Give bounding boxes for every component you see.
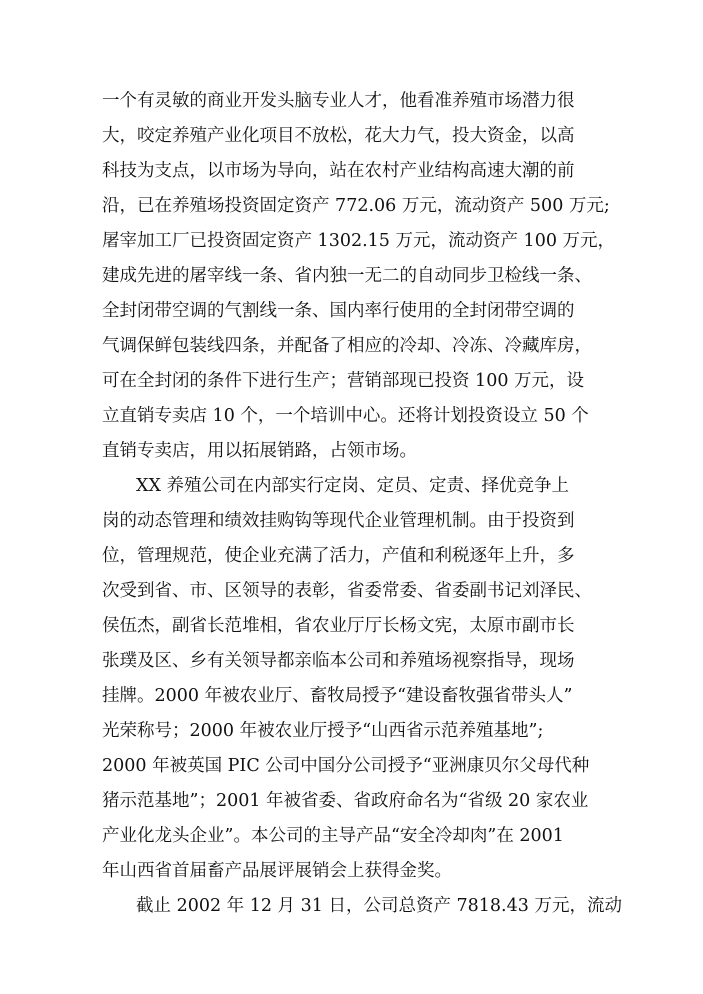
text-line: 气调保鲜包装线四条，并配备了相应的冷却、冷冻、冷藏库房， <box>102 336 592 356</box>
text-line: 次受到省、市、区领导的表彰，省委常委、省委副书记刘泽民、 <box>102 581 592 601</box>
text-line: 年山西省首届畜产品展评展销会上获得金奖。 <box>102 861 452 881</box>
text-line: 科技为支点，以市场为导向，站在农村产业结构高速大潮的前 <box>102 161 575 181</box>
text-line: 大，咬定养殖产业化项目不放松，花大力气，投大资金，以高 <box>102 126 575 146</box>
text-line: 猪示范基地”；2001 年被省委、省政府命名为“省级 20 家农业 <box>102 791 589 811</box>
text-line: 2000 年被英国 PIC 公司中国分公司授予“亚洲康贝尔父母代种 <box>102 756 590 776</box>
text-line: 立直销专卖店 10 个，一个培训中心。还将计划投资设立 50 个 <box>102 406 589 426</box>
text-line: 挂牌。2000 年被农业厅、畜牧局授予“建设畜牧强省带头人” <box>102 686 573 706</box>
paragraph-start-line: XX 养殖公司在内部实行定岗、定员、定责、择优竞争上 <box>136 476 569 496</box>
text-line: 侯伍杰，副省长范堆相，省农业厅厅长杨文宪，太原市副市长 <box>102 616 575 636</box>
text-line: 一个有灵敏的商业开发头脑专业人才，他看准养殖市场潜力很 <box>102 91 575 111</box>
text-line: 可在全封闭的条件下进行生产；营销部现已投资 100 万元，设 <box>102 371 585 391</box>
text-line: 位，管理规范，使企业充满了活力，产值和利税逐年上升，多 <box>102 546 575 566</box>
text-line: 全封闭带空调的气割线一条、国内率行使用的全封闭带空调的 <box>102 301 575 321</box>
paragraph-start-line: 截止 2002 年 12 月 31 日，公司总资产 7818.43 万元，流动 <box>136 896 622 916</box>
text-line: 光荣称号；2000 年被农业厅授予“山西省示范养殖基地”; <box>102 721 544 741</box>
text-line: 直销专卖店，用以拓展销路，占领市场。 <box>102 441 417 461</box>
text-line: 建成先进的屠宰线一条、省内独一无二的自动同步卫检线一条、 <box>102 266 592 286</box>
text-line: 张璞及区、乡有关领导都亲临本公司和养殖场视察指导，现场 <box>102 651 575 671</box>
text-line: 沿，已在养殖场投资固定资产 772.06 万元，流动资产 500 万元; <box>102 196 610 216</box>
text-line: 岗的动态管理和绩效挂购钩等现代企业管理机制。由于投资到 <box>102 511 575 531</box>
text-line: 屠宰加工厂已投资固定资产 1302.15 万元，流动资产 100 万元， <box>102 231 616 251</box>
text-line: 产业化龙头企业”。本公司的主导产品“安全冷却肉”在 2001 <box>102 826 564 846</box>
